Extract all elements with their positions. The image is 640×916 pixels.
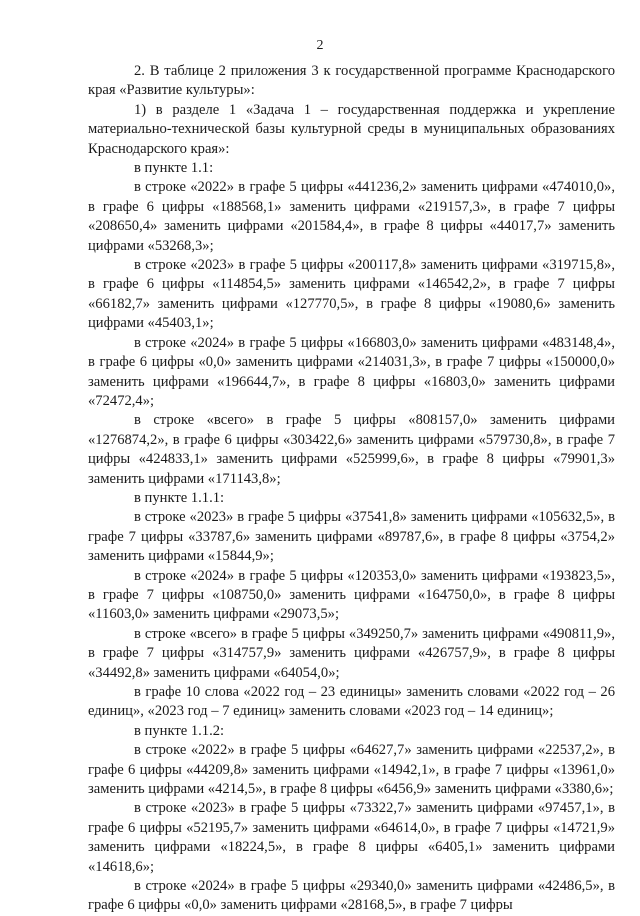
paragraph-row-2024: в строке «2024» в графе 5 цифры «166803,0» заменить цифрами «483148,4», в графе 6 цифры «0,0» заменить цифрами «214031,3», в графе 7 цифры «150000,0» заменить цифрами «196644,7», в графе 8 цифры «16803,0» заменить цифрами «72472,4»; (88, 334, 615, 409)
paragraph-item-2: 2. В таблице 2 приложения 3 к государственной программе Краснодарского края «Развитие культуры»: (88, 63, 615, 99)
paragraph-section-1: 1) в разделе 1 «Задача 1 – государственная поддержка и укрепление материально-технической базы культурной среды в муниципальных образованиях Краснодарского края»: (88, 101, 615, 157)
paragraph-row-2024: в строке «2024» в графе 5 цифры «120353,0» заменить цифрами «193823,5», в графе 7 цифры «108750,0» заменить цифрами «164750,0», в графе 8 цифры «11603,0» заменить цифрами «29073,5»; (88, 567, 615, 623)
paragraph-point-1-1: в пункте 1.1: (134, 160, 214, 177)
page-number: 2 (316, 38, 324, 53)
paragraph-row-2024: в строке «2024» в графе 5 цифры «29340,0» заменить цифрами «42486,5», в графе 6 цифры «0,0» заменить цифрами «28168,5», в графе 7 цифры (88, 878, 615, 914)
paragraph-row-2023: в строке «2023» в графе 5 цифры «73322,7» заменить цифрами «97457,1», в графе 6 цифры «52195,7» заменить цифрами «64614,0», в графе 7 цифры «14721,9» заменить цифрами «18224,5», в графе 8 цифры «6405,1» заменить цифрами «14618,6»; (88, 800, 615, 875)
paragraph-point-1-1-2: в пункте 1.1.2: (134, 722, 225, 739)
document-body (88, 62, 615, 916)
paragraph-point-1-1-1: в пункте 1.1.1: (134, 489, 225, 506)
paragraph-row-2023: в строке «2023» в графе 5 цифры «37541,8» заменить цифрами «105632,5», в графе 7 цифры «33787,6» заменить цифрами «89787,6», в графе 8 цифры «3754,2» заменить цифрами «15844,9»; (88, 509, 615, 565)
paragraph-column-10: в графе 10 слова «2022 год – 23 единицы» заменить словами «2022 год – 26 единиц», «2023 год – 7 единиц» заменить словами «2023 год – 14 единиц»; (88, 684, 615, 720)
paragraph-row-2022: в строке «2022» в графе 5 цифры «64627,7» заменить цифрами «22537,2», в графе 6 цифры «44209,8» заменить цифрами «14942,1», в графе 7 цифры «13961,0» заменить цифрами «4214,5», в графе 8 цифры «6456,9» заменить цифрами «3380,6»; (88, 742, 615, 798)
paragraph-row-total: в строке «всего» в графе 5 цифры «808157,0» заменить цифрами «1276874,2», в графе 6 цифры «303422,6» заменить цифрами «579730,8», в графе 7 цифры «424833,1» заменить цифрами «525999,6», в графе 8 цифры «79901,3» заменить цифрами «171143,8»; (88, 412, 615, 487)
paragraph-row-total: в строке «всего» в графе 5 цифры «349250,7» заменить цифрами «490811,9», в графе 7 цифры «314757,9» заменить цифрами «426757,9», в графе 8 цифры «34492,8» заменить цифрами «64054,0»; (88, 625, 615, 681)
paragraph-row-2023: в строке «2023» в графе 5 цифры «200117,8» заменить цифрами «319715,8», в графе 6 цифры «114854,5» заменить цифрами «146542,2», в графе 7 цифры «66182,7» заменить цифрами «127770,5», в графе 8 цифры «19080,6» заменить цифрами «45403,1»; (88, 257, 615, 332)
paragraph-row-2022: в строке «2022» в графе 5 цифры «441236,2» заменить цифрами «474010,0», в графе 6 цифры «188568,1» заменить цифрами «219157,3», в графе 7 цифры «208650,4» заменить цифрами «201584,4», в графе 8 цифры «44017,7» заменить цифрами «53268,3»; (88, 179, 615, 254)
